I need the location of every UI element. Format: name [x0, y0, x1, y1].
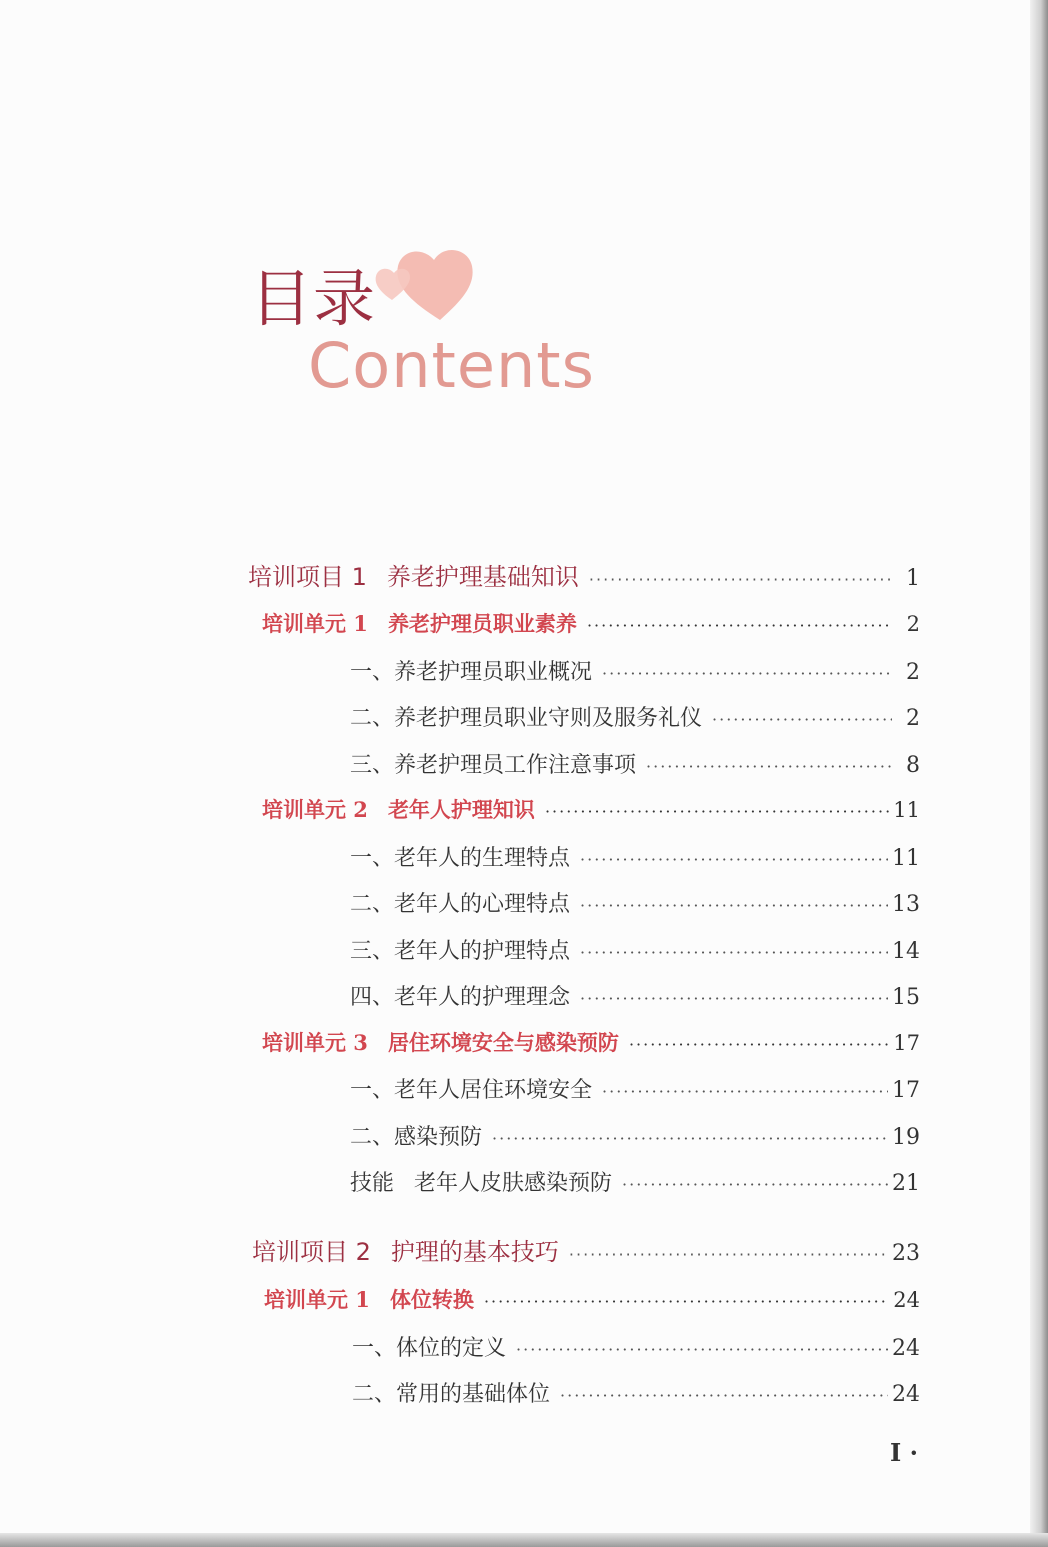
page-folio: I · [890, 1438, 918, 1467]
toc-entry-label: 二、老年人的心理特点 [350, 892, 571, 917]
toc-entry-item[interactable] [350, 1120, 920, 1154]
toc-entry-label: 一、老年人居住环境安全 [350, 1078, 593, 1103]
toc-entry-item[interactable] [350, 841, 920, 875]
toc-entry-item[interactable] [350, 701, 920, 735]
leader-dots [484, 1292, 889, 1311]
toc-entry-label: 二、养老护理员职业守则及服务礼仪 [350, 706, 703, 731]
leader-dots [545, 802, 889, 821]
toc-page-number: 13 [892, 892, 920, 917]
toc-entry-unit-1-3[interactable] [262, 1027, 920, 1061]
toc-entry-label: 一、养老护理员职业概况 [350, 660, 593, 685]
toc-page-number: 17 [892, 1078, 920, 1103]
leader-dots [646, 757, 892, 776]
toc-title-english: Contents [308, 329, 595, 402]
toc-entry-item[interactable] [352, 1331, 920, 1365]
toc-entry-item[interactable] [350, 1073, 920, 1107]
leader-dots [580, 989, 888, 1008]
toc-entry-item[interactable] [350, 655, 920, 689]
toc-entry-item[interactable] [352, 1377, 920, 1411]
toc-entry-label: 培训项目 2 护理的基本技巧 [252, 1238, 559, 1266]
leader-dots [602, 664, 892, 683]
toc-entry-label: 二、常用的基础体位 [352, 1382, 551, 1407]
toc-entry-label: 三、养老护理员工作注意事项 [350, 753, 637, 778]
toc-entry-label: 培训单元 1 养老护理员职业素养 [262, 611, 577, 636]
toc-entry-label: 培训单元 3 居住环境安全与感染预防 [262, 1030, 619, 1055]
toc-page-number: 24 [892, 1336, 920, 1361]
leader-dots [602, 1082, 888, 1101]
toc-page-number: 19 [892, 1125, 920, 1150]
toc-entry-item[interactable] [350, 887, 920, 921]
toc-entry-unit-2-1[interactable] [264, 1284, 920, 1318]
toc-page-number: 21 [892, 1171, 920, 1196]
leader-dots [580, 850, 888, 869]
toc-page-number: 11 [892, 846, 920, 871]
leader-dots [580, 943, 888, 962]
toc-entry-label: 三、老年人的护理特点 [350, 939, 571, 964]
toc-entry-label: 二、感染预防 [350, 1125, 483, 1150]
toc-page-number: 2 [906, 612, 920, 636]
leader-dots [492, 1129, 888, 1148]
toc-entry-item[interactable] [350, 980, 920, 1014]
toc-entry-label: 一、体位的定义 [352, 1336, 507, 1361]
toc-page-number: 23 [892, 1241, 920, 1266]
toc-entry-project-1[interactable] [248, 557, 920, 591]
toc-page-number: 17 [893, 1031, 920, 1055]
toc-page-number: 2 [906, 660, 920, 685]
toc-page-number: 15 [892, 985, 920, 1010]
toc-page-number: 1 [906, 566, 920, 591]
leader-dots [587, 616, 892, 635]
toc-page-number: 2 [906, 706, 920, 731]
leader-dots [516, 1340, 888, 1359]
toc-entry-item[interactable] [350, 934, 920, 968]
toc-entry-label: 培训单元 1 体位转换 [264, 1287, 474, 1312]
toc-title-chinese: 目录 [250, 262, 377, 335]
toc-entry-label: 培训项目 1 养老护理基础知识 [248, 563, 579, 591]
toc-entry-item[interactable] [350, 748, 920, 782]
toc-entry-skill[interactable] [350, 1166, 920, 1200]
leader-dots [569, 1245, 888, 1264]
leader-dots [589, 570, 892, 589]
toc-entry-unit-1-1[interactable] [262, 608, 920, 642]
leader-dots [560, 1386, 888, 1405]
toc-entry-project-2[interactable] [252, 1232, 920, 1266]
toc-page-number: 11 [893, 798, 920, 822]
leader-dots [712, 710, 892, 729]
toc-entry-unit-1-2[interactable] [262, 794, 920, 828]
toc-page-number: 24 [893, 1288, 920, 1312]
leader-dots [622, 1175, 888, 1194]
toc-entry-label: 技能 老年人皮肤感染预防 [350, 1171, 613, 1196]
leader-dots [629, 1035, 889, 1054]
toc-entry-label: 四、老年人的护理理念 [350, 985, 571, 1010]
toc-entry-label: 一、老年人的生理特点 [350, 846, 571, 871]
toc-page-number: 24 [892, 1382, 920, 1407]
leader-dots [580, 896, 888, 915]
toc-entry-label: 培训单元 2 老年人护理知识 [262, 797, 535, 822]
toc-page-number: 8 [906, 753, 920, 778]
toc-page-number: 14 [892, 939, 920, 964]
